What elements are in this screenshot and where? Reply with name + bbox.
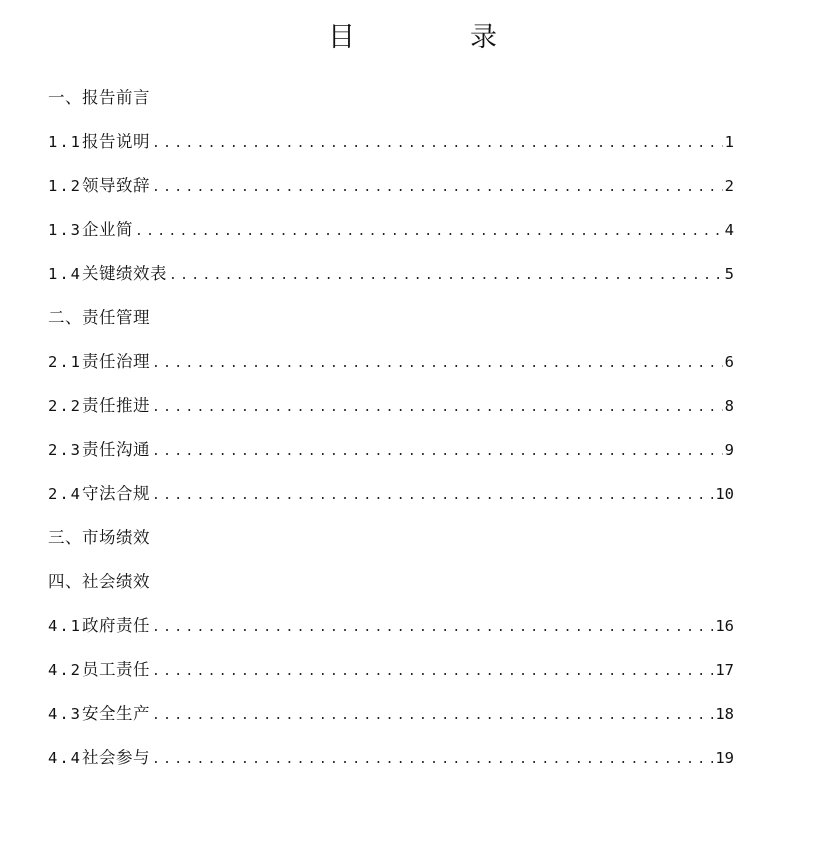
toc-entry-number: 1.3 <box>48 221 82 239</box>
toc-entry-number: 4.2 <box>48 661 82 679</box>
dot-leader <box>152 606 713 650</box>
toc-entry-label: 企业简 <box>82 220 133 239</box>
toc-entry[interactable] <box>48 164 734 208</box>
toc-entry[interactable] <box>48 208 734 252</box>
dot-leader <box>169 254 723 298</box>
dot-leader <box>152 386 723 430</box>
toc-entry-page: 17 <box>715 661 734 679</box>
toc-entry-page: 10 <box>715 485 734 503</box>
toc-entry-label: 员工责任 <box>82 660 150 679</box>
dot-leader <box>152 122 723 166</box>
toc-entry-number: 4.3 <box>48 705 82 723</box>
toc-section-label: 一、报告前言 <box>48 88 150 107</box>
dot-leader <box>135 210 723 254</box>
toc-entry-page: 6 <box>724 353 734 371</box>
toc-entry-number: 4.1 <box>48 617 82 635</box>
toc-entry-page: 8 <box>724 397 734 415</box>
toc-entry-label: 责任沟通 <box>82 440 150 459</box>
toc-entry-page: 9 <box>724 441 734 459</box>
toc-entry-page: 1 <box>724 133 734 151</box>
dot-leader <box>152 474 713 518</box>
toc-entry[interactable] <box>48 604 734 648</box>
dot-leader <box>152 694 713 738</box>
toc-entry-number: 1.2 <box>48 177 82 195</box>
toc-entry-label: 关键绩效表 <box>82 264 167 283</box>
toc-entry-label: 领导致辞 <box>82 176 150 195</box>
toc-section-label: 二、责任管理 <box>48 308 150 327</box>
toc-entry-label: 责任推进 <box>82 396 150 415</box>
toc-entry[interactable] <box>48 736 734 780</box>
toc-entry[interactable] <box>48 692 734 736</box>
dot-leader <box>152 166 723 210</box>
toc-section[interactable] <box>48 516 734 560</box>
dot-leader <box>152 650 713 694</box>
toc-entry-label: 政府责任 <box>82 616 150 635</box>
toc-entry-number: 2.2 <box>48 397 82 415</box>
toc-entry-page: 19 <box>715 749 734 767</box>
toc-entry-number: 1.1 <box>48 133 82 151</box>
toc-entry-label: 责任治理 <box>82 352 150 371</box>
toc-entry-number: 1.4 <box>48 265 82 283</box>
toc-entry-page: 16 <box>715 617 734 635</box>
toc-section[interactable] <box>48 76 734 120</box>
toc-entry-label: 安全生产 <box>82 704 150 723</box>
toc-section-label: 三、市场绩效 <box>48 528 150 547</box>
toc-entry-number: 2.1 <box>48 353 82 371</box>
toc-entry[interactable] <box>48 120 734 164</box>
toc-entry-page: 18 <box>715 705 734 723</box>
toc-section[interactable] <box>48 560 734 604</box>
toc-entry-page: 2 <box>724 177 734 195</box>
toc-title: 目 录 <box>328 22 541 53</box>
dot-leader <box>152 342 723 386</box>
dot-leader <box>152 430 723 474</box>
toc-entry-number: 2.3 <box>48 441 82 459</box>
toc-entry[interactable] <box>48 384 734 428</box>
dot-leader <box>152 738 713 782</box>
toc-entry-number: 4.4 <box>48 749 82 767</box>
toc-entry-number: 2.4 <box>48 485 82 503</box>
toc-entry[interactable] <box>48 472 734 516</box>
toc-entry[interactable] <box>48 648 734 692</box>
toc-entry[interactable] <box>48 252 734 296</box>
toc-list <box>48 76 734 780</box>
toc-entry[interactable] <box>48 428 734 472</box>
toc-entry-label: 守法合规 <box>82 484 150 503</box>
toc-section[interactable] <box>48 296 734 340</box>
toc-entry-label: 报告说明 <box>82 132 150 151</box>
toc-section-label: 四、社会绩效 <box>48 572 150 591</box>
toc-entry-label: 社会参与 <box>82 748 150 767</box>
toc-entry-page: 4 <box>724 221 734 239</box>
toc-entry[interactable] <box>48 340 734 384</box>
toc-entry-page: 5 <box>724 265 734 283</box>
